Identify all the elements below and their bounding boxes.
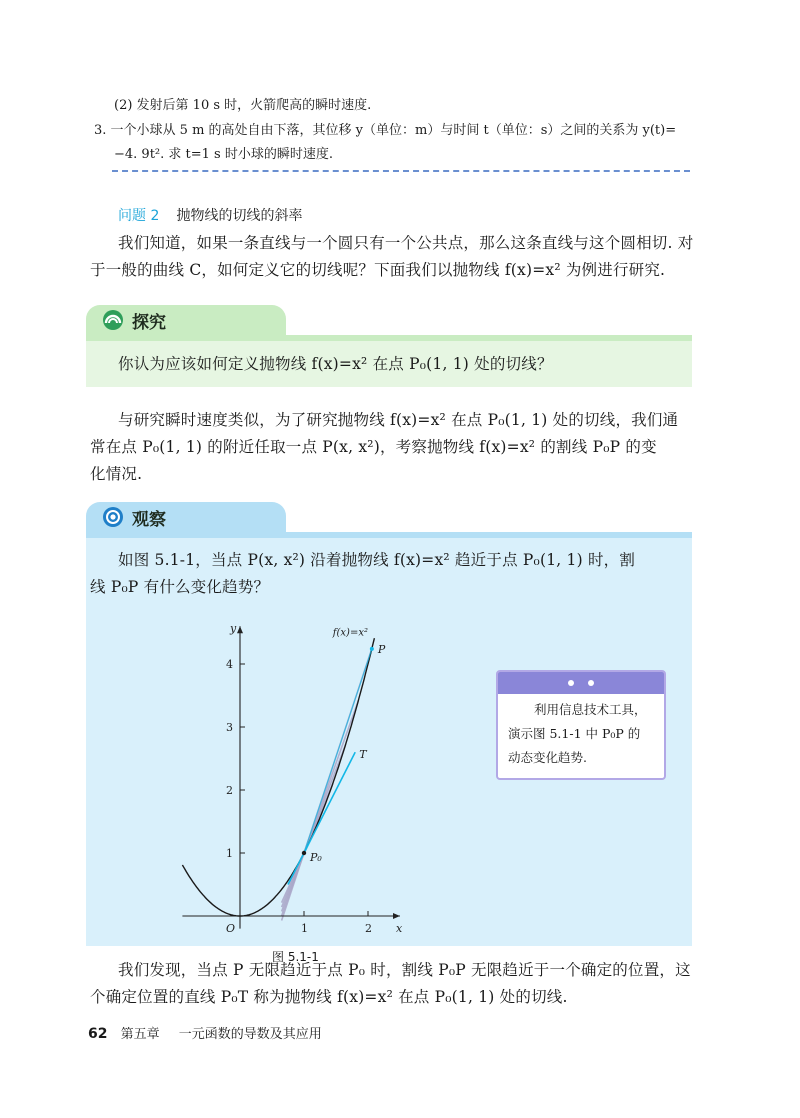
note-line2: 演示图 5.1-1 中 P₀P 的	[508, 726, 641, 741]
label-p: P	[377, 642, 386, 656]
y-tick-label: 1	[226, 847, 233, 860]
problem-para-line1: 我们知道，如果一条直线与一个圆只有一个公共点，那么这条直线与这个圆相切. 对	[118, 234, 694, 252]
page-number: 62	[88, 1026, 108, 1042]
problem-label: 问题 2	[118, 208, 160, 224]
point-p	[370, 647, 374, 651]
note-line1: 利用信息技术工具，	[534, 702, 647, 717]
problem-heading	[118, 205, 302, 225]
exercise-2-2: (2) 发射后第 10 s 时，火箭爬高的瞬时速度.	[114, 98, 372, 113]
observe-panel	[86, 538, 692, 964]
tangent-line	[288, 752, 355, 884]
problem-title: 抛物线的切线的斜率	[176, 208, 303, 224]
y-axis-label: y	[230, 622, 237, 636]
figure-5-1-1	[148, 616, 468, 956]
note-dot	[588, 680, 594, 686]
label-t: T	[359, 748, 367, 762]
explore-question: 你认为应该如何定义抛物线 f(x)=x² 在点 P₀(1, 1) 处的切线？	[118, 355, 553, 373]
note-line3: 动态变化趋势.	[508, 750, 587, 765]
curve-label: f(x)=x²	[332, 627, 368, 639]
origin-label: O	[226, 922, 236, 935]
observe-question-line1: 如图 5.1-1，当点 P(x, x²) 沿着抛物线 f(x)=x² 趋近于点 P₀(1, 1) 时，割	[118, 551, 636, 569]
y-axis-arrow	[237, 626, 243, 633]
conclusion-line2: 个确定位置的直线 P₀T 称为抛物线 f(x)=x² 在点 P₀(1, 1) 处的切线.	[90, 988, 568, 1006]
note-header	[498, 672, 664, 694]
label-p0: P₀	[310, 851, 322, 864]
x-tick-label: 1	[301, 922, 308, 935]
exercise-3-cont: −4. 9t². 求 t=1 s 时小球的瞬时速度.	[114, 147, 333, 162]
observe-question-line2: 线 P₀P 有什么变化趋势？	[90, 578, 270, 596]
observe-title: 观察	[132, 509, 166, 530]
explore-icon	[102, 309, 124, 331]
note-dot	[568, 680, 574, 686]
conclusion-line1: 我们发现，当点 P 无限趋近于点 P₀ 时，割线 P₀P 无限趋近于一个确定的位置，这	[118, 961, 691, 979]
para2-line1: 与研究瞬时速度类似，为了研究抛物线 f(x)=x² 在点 P₀(1, 1) 处的切线，我们通	[118, 411, 679, 429]
problem-para-line2: 于一般的曲线 C，如何定义它的切线呢？下面我们以抛物线 f(x)=x² 为例进行研究.	[90, 261, 666, 279]
figure-caption: 图 5.1-1	[272, 950, 319, 964]
observe-box	[86, 502, 692, 964]
point-p0	[302, 851, 306, 855]
para2-line3: 化情况.	[90, 465, 143, 483]
eye-icon	[102, 506, 124, 528]
observe-tab	[86, 502, 286, 532]
chapter-label: 第五章	[120, 1027, 160, 1042]
x-axis-arrow	[393, 913, 400, 919]
chapter-title: 一元函数的导数及其应用	[178, 1027, 322, 1042]
exercise-3: 3. 一个小球从 5 m 的高处自由下落，其位移 y（单位：m）与时间 t（单位：s）之间的关系为 y(t)=	[94, 123, 677, 138]
explore-tab	[86, 305, 286, 335]
explore-title: 探究	[132, 312, 166, 333]
y-tick-label: 4	[226, 658, 233, 671]
page-footer	[88, 1023, 322, 1042]
y-tick-label: 3	[226, 721, 233, 734]
explore-panel	[86, 341, 692, 387]
plot-area	[182, 622, 403, 935]
y-tick-label: 2	[226, 784, 233, 797]
section-divider	[112, 170, 690, 172]
para2-line2: 常在点 P₀(1, 1) 的附近任取一点 P(x, x²)，考察抛物线 f(x)=x² 的割线 P₀P 的变	[90, 438, 657, 456]
parabola-curve	[182, 638, 374, 916]
x-axis-label: x	[396, 922, 403, 935]
explore-box	[86, 305, 692, 387]
tech-note-card	[496, 670, 666, 780]
x-tick-label: 2	[365, 922, 372, 935]
